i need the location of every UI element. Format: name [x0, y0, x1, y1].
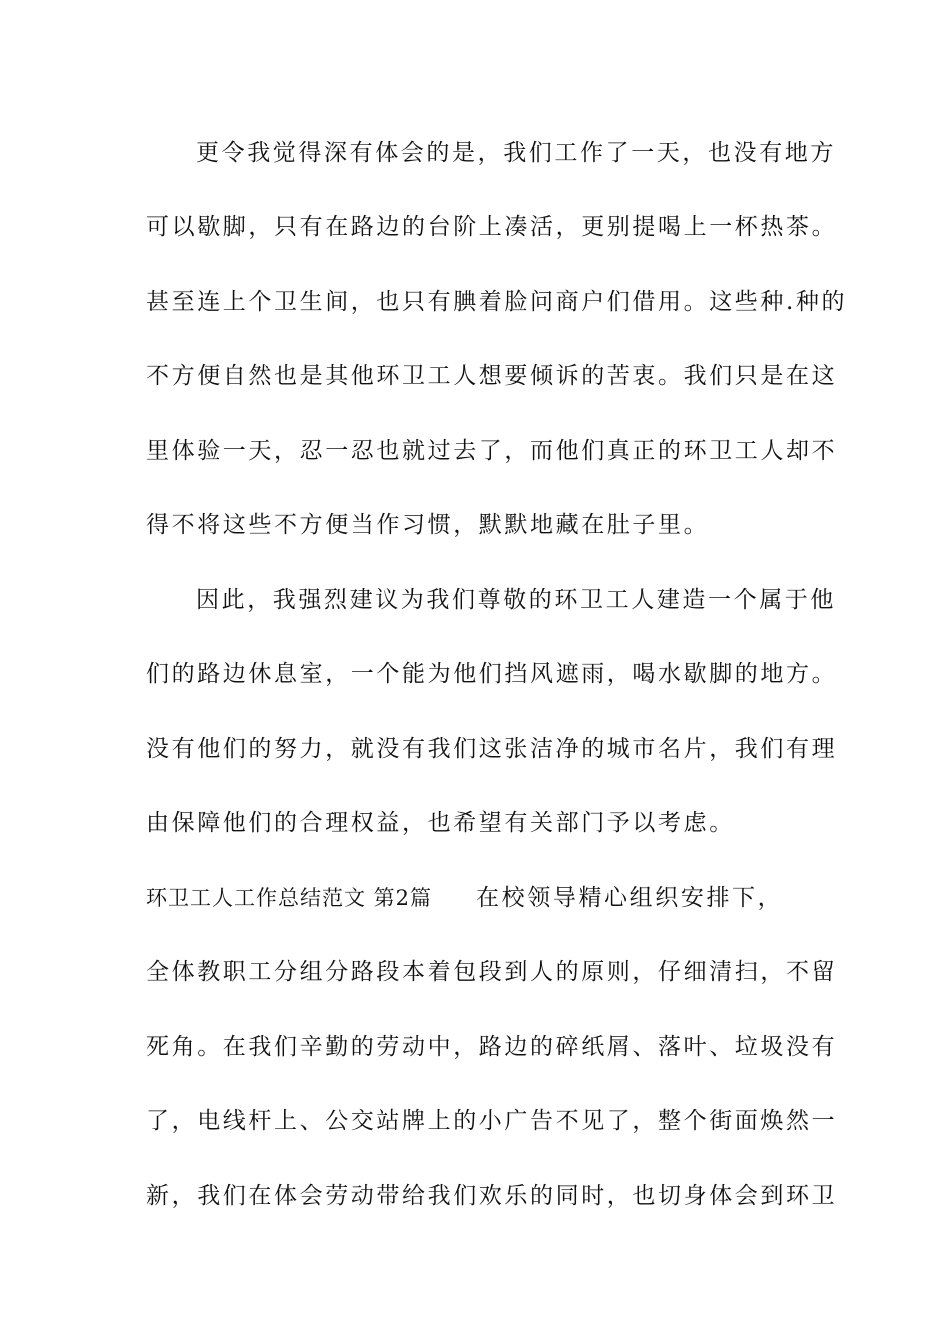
paragraph-1-line-3: 甚至连上个卫生间，也只有腆着脸问商户们借用。这些种.种的	[146, 289, 848, 315]
paragraph-1-line-6: 得不将这些不方便当作习惯，默默地藏在肚子里。	[146, 512, 710, 538]
section-line-5: 新，我们在体会劳动带给我们欢乐的同时，也切身体会到环卫	[146, 1183, 838, 1209]
paragraph-1-line-5: 里体验一天，忍一忍也就过去了，而他们真正的环卫工人却不	[146, 438, 838, 464]
paragraph-1-line-1: 更令我觉得深有体会的是，我们工作了一天，也没有地方	[196, 140, 836, 166]
paragraph-1-line-4: 不方便自然也是其他环卫工人想要倾诉的苦衷。我们只是在这	[146, 363, 838, 389]
section-title: 环卫工人工作总结范文 第2篇	[146, 886, 433, 910]
section-line-4: 了，电线杆上、公交站牌上的小广告不见了，整个街面焕然一	[146, 1108, 838, 1134]
paragraph-2-line-1: 因此，我强烈建议为我们尊敬的环卫工人建造一个属于他	[196, 587, 836, 613]
paragraph-1-line-2: 可以歇脚，只有在路边的台阶上凑活，更别提喝上一杯热茶。	[146, 214, 838, 240]
paragraph-2-line-2: 们的路边休息室，一个能为他们挡风遮雨，喝水歇脚的地方。	[146, 661, 838, 687]
section-first-line: 在校领导精心组织安排下，	[476, 885, 784, 911]
section-heading-line	[146, 883, 816, 913]
paragraph-2-line-3: 没有他们的努力，就没有我们这张洁净的城市名片，我们有理	[146, 736, 838, 762]
paragraph-2-line-4: 由保障他们的合理权益，也希望有关部门予以考虑。	[146, 810, 735, 836]
section-line-3: 死角。在我们辛勤的劳动中，路边的碎纸屑、落叶、垃圾没有	[146, 1034, 838, 1060]
section-line-2: 全体教职工分组分路段本着包段到人的原则，仔细清扫，不留	[146, 959, 838, 985]
